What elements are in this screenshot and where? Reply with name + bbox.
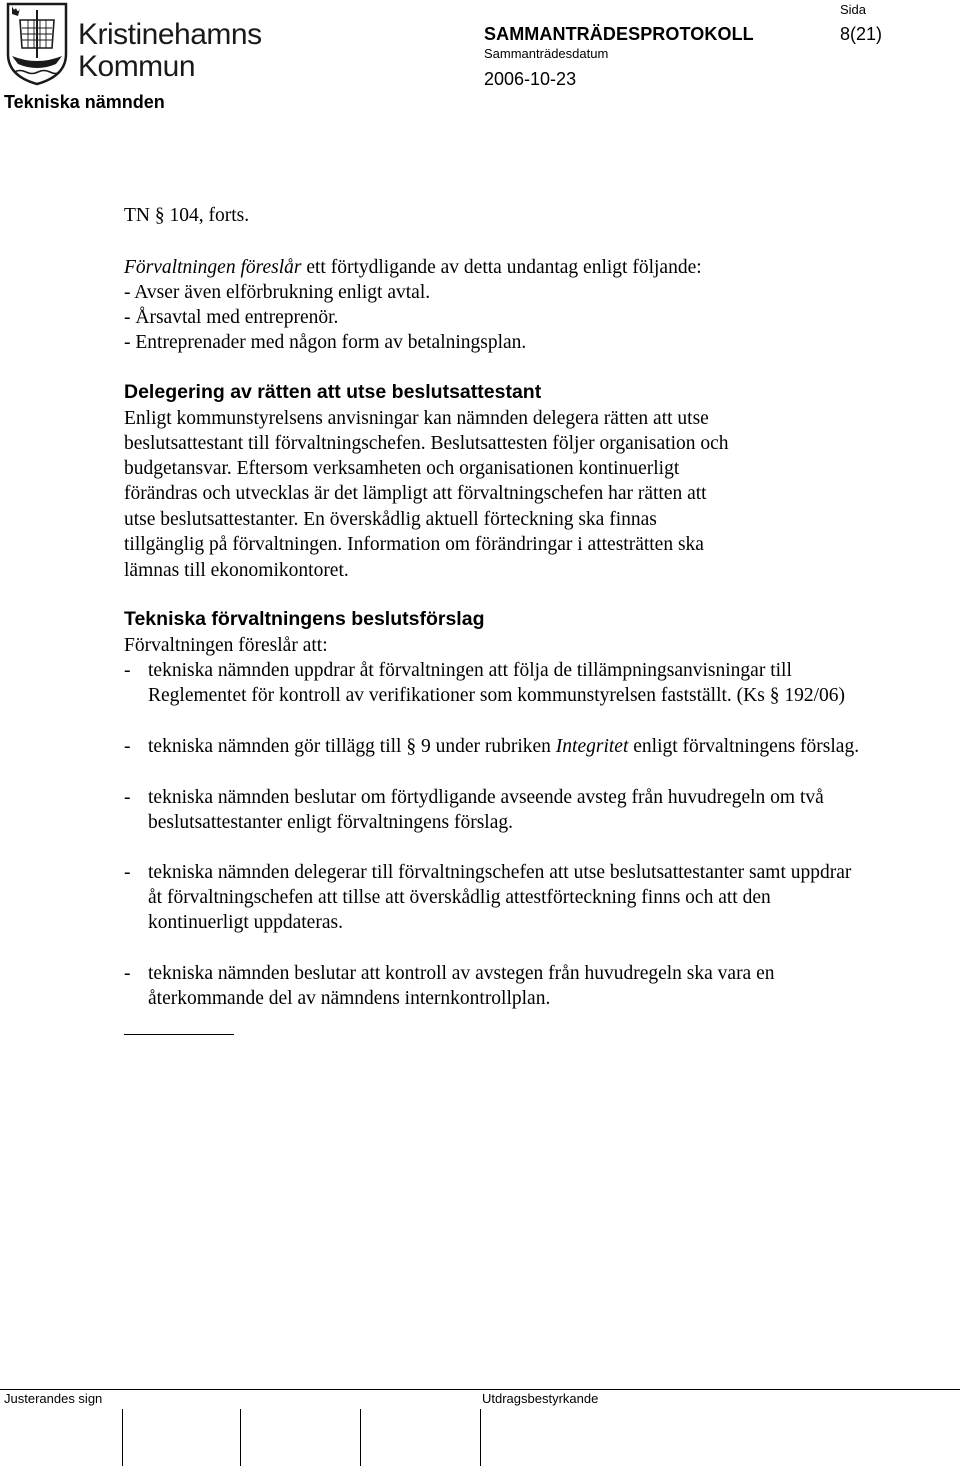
document-type: SAMMANTRÄDESPROTOKOLL — [484, 24, 754, 44]
proposal-line: Reglementet för kontroll av verifikationer som kommunstyrelsen fastställt. (Ks § 192/06) — [148, 685, 845, 706]
exception-list-item: - Avser även elförbrukning enligt avtal. — [124, 282, 431, 303]
extract-certification-label: Utdragsbestyrkande — [482, 1391, 599, 1406]
proposal-line — [148, 734, 859, 759]
proposal-line: åt förvaltningschefen att tillse att överskådlig attestförteckning finns och att den — [148, 887, 771, 908]
proposal-intro: Förvaltningen föreslår att: — [124, 635, 328, 656]
signature-label: Justerandes sign — [4, 1391, 103, 1406]
signature-box-divider — [360, 1409, 361, 1466]
page-label: Sida — [840, 2, 867, 17]
signature-box-divider — [480, 1409, 481, 1466]
logo-text-line1: Kristinehamns — [78, 18, 262, 51]
proposal-line: beslutsattestanter enligt förvaltningens förslag. — [148, 812, 513, 833]
proposal-line: tekniska nämnden beslutar att kontroll av avstegen från huvudregeln ska vara en — [148, 963, 775, 984]
department-name: Tekniska nämnden — [4, 92, 165, 112]
page-number: 8(21) — [840, 24, 883, 44]
paragraph-line: budgetansvar. Eftersom verksamheten och organisationen kontinuerligt — [124, 458, 680, 479]
list-dash: - — [124, 862, 131, 883]
list-dash: - — [124, 660, 131, 681]
list-dash: - — [124, 736, 131, 757]
paragraph-line: lämnas till ekonomikontoret. — [124, 560, 349, 581]
intro-paragraph — [124, 255, 702, 280]
proposal-text: tekniska nämnden gör tillägg till § 9 under rubriken — [148, 736, 556, 757]
section-heading-proposal: Tekniska förvaltningens beslutsförslag — [124, 608, 485, 630]
section-heading-delegation: Delegering av rätten att utse beslutsattestant — [124, 381, 542, 403]
exception-list-item: - Årsavtal med entreprenör. — [124, 307, 339, 328]
paragraph-line: Enligt kommunstyrelsens anvisningar kan nämnden delegera rätten att utse — [124, 408, 709, 429]
meeting-date-label: Sammanträdesdatum — [484, 46, 609, 61]
paragraph-line: utse beslutsattestanter. En överskådlig aktuell förteckning ska finnas — [124, 509, 657, 530]
proposal-line: tekniska nämnden beslutar om förtydligande avseende avsteg från huvudregeln om två — [148, 787, 824, 808]
paragraph-line: förändras och utvecklas är det lämpligt att förvaltningschefen har rätten att — [124, 483, 707, 504]
logo-text-line2: Kommun — [78, 50, 196, 83]
signature-box-divider — [122, 1409, 123, 1466]
paragraph-line: beslutsattestant till förvaltningschefen. Beslutsattesten följer organisation och — [124, 433, 729, 454]
list-dash: - — [124, 963, 131, 984]
signature-box-divider — [240, 1409, 241, 1466]
end-rule — [124, 1034, 234, 1035]
crest-ship-icon — [4, 2, 70, 86]
section-reference: TN § 104, forts. — [124, 205, 250, 226]
proposal-italic: Integritet — [555, 736, 629, 757]
proposal-line: tekniska nämnden uppdrar åt förvaltningen att följa de tillämpningsanvisningar till — [148, 660, 792, 681]
proposal-line: återkommande del av nämndens internkontrollplan. — [148, 988, 551, 1009]
footer-divider — [0, 1389, 960, 1390]
paragraph-line: tillgänglig på förvaltningen. Information om förändringar i attesträtten ska — [124, 534, 704, 555]
proposal-text: enligt förvaltningens förslag. — [628, 736, 860, 757]
meeting-date: 2006-10-23 — [484, 69, 577, 89]
municipality-logo — [4, 2, 262, 86]
intro-italic: Förvaltningen föreslår — [124, 257, 302, 278]
intro-text: ett förtydligande av detta undantag enligt följande: — [301, 257, 702, 278]
list-dash: - — [124, 787, 131, 808]
proposal-line: tekniska nämnden delegerar till förvaltningschefen att utse beslutsattestanter samt uppdrar — [148, 862, 852, 883]
proposal-line: kontinuerligt uppdateras. — [148, 912, 343, 933]
exception-list-item: - Entreprenader med någon form av betalningsplan. — [124, 332, 527, 353]
